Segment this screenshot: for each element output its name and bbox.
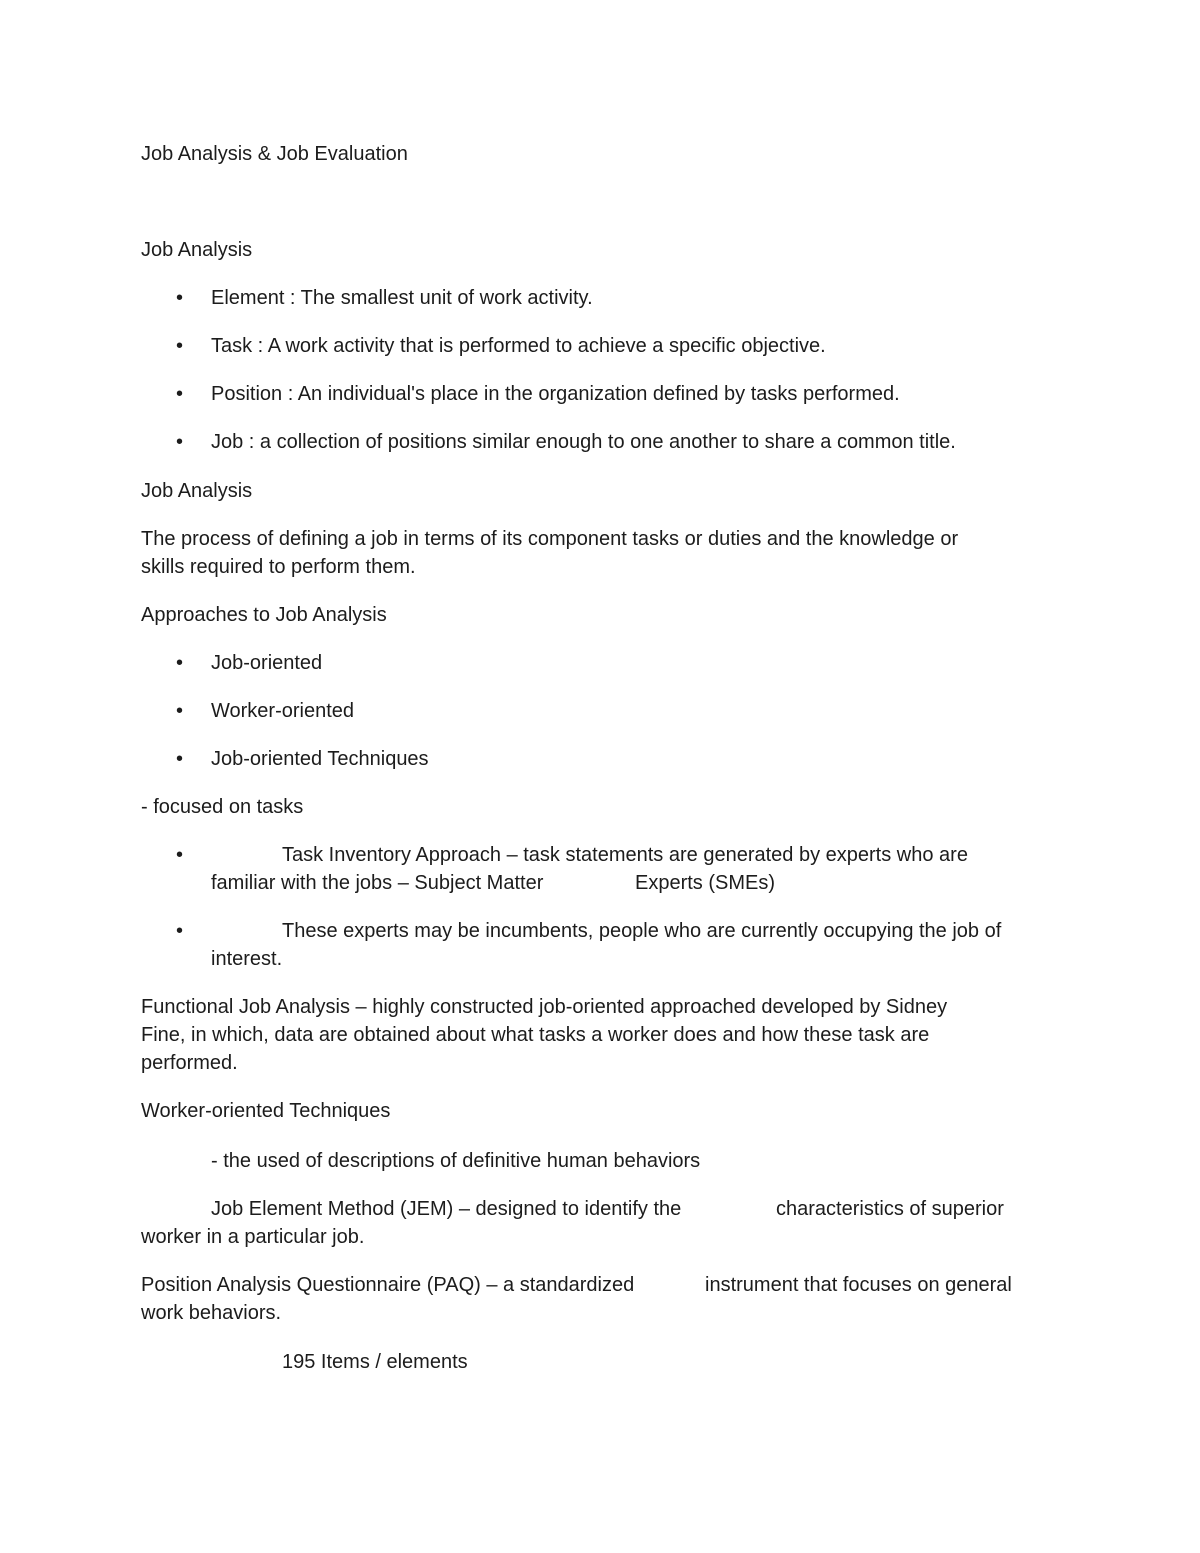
bullet-icon: • [176, 844, 184, 866]
bullet-icon: • [176, 431, 184, 453]
list-item-worker-oriented: Worker-oriented [211, 700, 355, 722]
list-item-task: Task : A work activity that is performed to achieve a specific objective. [211, 335, 826, 357]
worker-oriented-heading: Worker-oriented Techniques [141, 1100, 391, 1122]
bullet-icon: • [176, 652, 184, 674]
bullet-icon: • [176, 700, 184, 722]
list-item-job: Job : a collection of positions similar enough to one another to share a common title. [211, 431, 956, 453]
process-definition-line-1: The process of defining a job in terms of its component tasks or duties and the knowledge or [141, 528, 959, 550]
bullet-icon: • [176, 287, 184, 309]
bullet-icon: • [176, 920, 184, 942]
task-inventory-line-2b: Experts (SMEs) [635, 872, 776, 894]
list-item-job-oriented: Job-oriented [211, 652, 323, 674]
items-count-line: 195 Items / elements [282, 1351, 468, 1373]
paq-line-2: work behaviors. [141, 1302, 282, 1324]
bullet-icon: • [176, 383, 184, 405]
document-title: Job Analysis & Job Evaluation [141, 143, 408, 165]
section-heading-job-analysis: Job Analysis [141, 239, 253, 261]
jem-line-1b: characteristics of superior [776, 1198, 1004, 1220]
focused-on-tasks-line: - focused on tasks [141, 796, 304, 818]
paq-line-1a: Position Analysis Questionnaire (PAQ) – a standardized [141, 1274, 635, 1296]
approaches-heading: Approaches to Job Analysis [141, 604, 387, 626]
incumbents-line-1: These experts may be incumbents, people who are currently occupying the job of [282, 920, 1002, 942]
task-inventory-line-1: Task Inventory Approach – task statements are generated by experts who are [282, 844, 968, 866]
fja-line-1: Functional Job Analysis – highly constructed job-oriented approached developed by Sidney [141, 996, 948, 1018]
paq-line-1b: instrument that focuses on general [705, 1274, 1012, 1296]
task-inventory-line-2a: familiar with the jobs – Subject Matter [211, 872, 544, 894]
jem-line-1a: Job Element Method (JEM) – designed to identify the [211, 1198, 682, 1220]
worker-oriented-description: - the used of descriptions of definitive human behaviors [211, 1150, 701, 1172]
fja-line-2: Fine, in which, data are obtained about what tasks a worker does and how these task are [141, 1024, 930, 1046]
list-item-element: Element : The smallest unit of work activity. [211, 287, 593, 309]
process-definition-line-2: skills required to perform them. [141, 556, 416, 578]
bullet-icon: • [176, 335, 184, 357]
list-item-position: Position : An individual's place in the organization defined by tasks performed. [211, 383, 900, 405]
incumbents-line-2: interest. [211, 948, 283, 970]
fja-line-3: performed. [141, 1052, 238, 1074]
list-item-job-oriented-techniques: Job-oriented Techniques [211, 748, 429, 770]
bullet-icon: • [176, 748, 184, 770]
jem-line-2: worker in a particular job. [141, 1226, 365, 1248]
section-heading-job-analysis-2: Job Analysis [141, 480, 253, 502]
